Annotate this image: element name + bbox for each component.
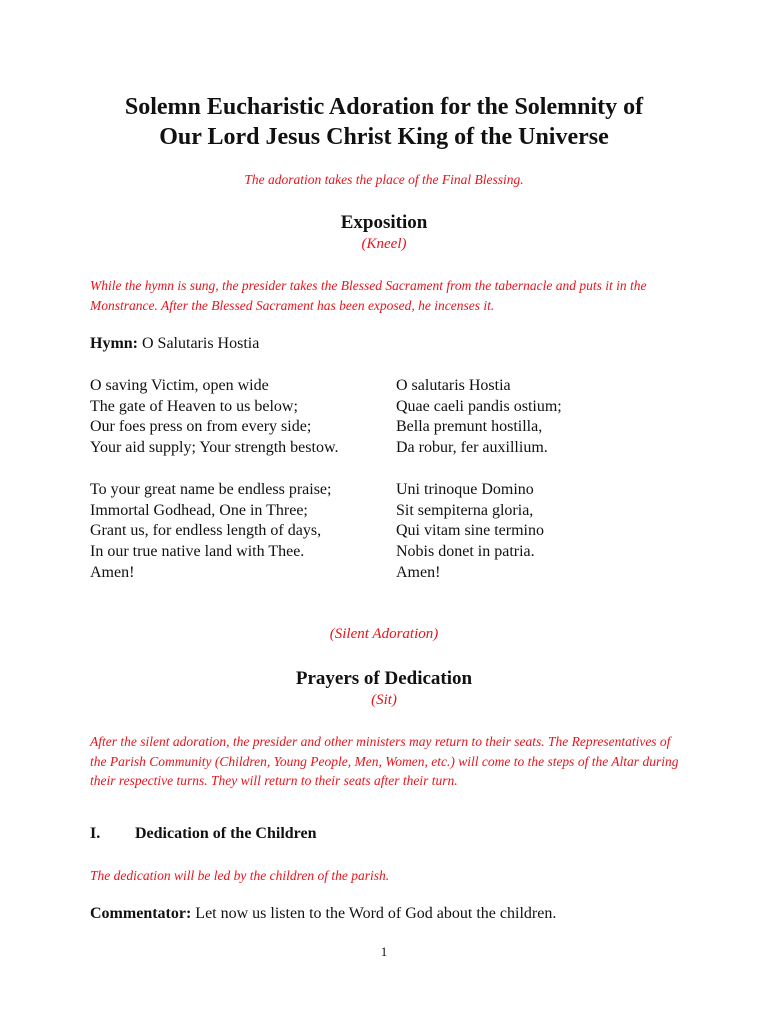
hymn-stanza1-english (90, 376, 338, 459)
commentator-text: Let now us listen to the Word of God about the children. (195, 905, 557, 922)
hymn-stanza1-latin (396, 376, 562, 459)
verse-line: Bella premunt hostilla, (396, 418, 543, 436)
dedication-instruction: After the silent adoration, the presider and other ministers may return to their seats. The Representatives of the Parish Community (Children, Young People, Men, Women, etc.) will come to the steps of the Altar during their respective turns. They will return to their seats after their turn. (90, 734, 679, 788)
verse-line: In our true native land with Thee. (90, 543, 305, 561)
section-numeral: I. (90, 825, 101, 842)
verse-line: Our foes press on from every side; (90, 418, 312, 436)
verse-line: Quae caeli pandis ostium; (396, 397, 562, 415)
hymn-line (90, 335, 259, 353)
commentator-label: Commentator: (90, 905, 192, 922)
exposition-posture: (Kneel) (361, 236, 407, 252)
page-number: 1 (380, 944, 388, 959)
section-heading-children (90, 825, 316, 843)
verse-line: To your great name be endless praise; (90, 481, 332, 498)
verse-line: Your aid supply; Your strength bestow. (90, 439, 339, 457)
title-line-1: Solemn Eucharistic Adoration for the Solemnity of (124, 94, 644, 120)
hymn-stanza2-english (90, 480, 331, 584)
verse-line: Amen! (396, 563, 441, 581)
title-line-2: Our Lord Jesus Christ King of the Universe (159, 124, 609, 150)
verse-line: Uni trinoque Domino (396, 481, 534, 498)
verse-line: Grant us, for endless length of days, (90, 522, 322, 540)
intro-note: The adoration takes the place of the Final Blessing. (244, 172, 524, 187)
commentator-line (90, 905, 556, 923)
verse-line: Nobis donet in patria. (396, 543, 535, 561)
hymn-label: Hymn: (90, 335, 138, 352)
document-title (0, 92, 768, 152)
verse-line: Sit sempiterna gloria, (396, 501, 534, 519)
section-note: The dedication will be led by the children of the parish. (90, 868, 390, 883)
silent-adoration: (Silent Adoration) (329, 626, 439, 642)
hymn-stanza2-latin (396, 480, 544, 584)
verse-line: Amen! (90, 563, 135, 581)
dedication-posture: (Sit) (371, 692, 397, 708)
verse-line: O salutaris Hostia (396, 377, 511, 394)
dedication-heading: Prayers of Dedication (295, 668, 473, 689)
verse-line: Da robur, fer auxillium. (396, 439, 548, 457)
verse-line: O saving Victim, open wide (90, 377, 269, 394)
verse-line: Immortal Godhead, One in Three; (90, 501, 308, 519)
verse-line: Qui vitam sine termino (396, 522, 544, 540)
exposition-instruction: While the hymn is sung, the presider takes the Blessed Sacrament from the tabernacle and puts it in the Monstrance. After the Blessed Sacrament has been exposed, he incenses it. (90, 278, 647, 313)
exposition-heading: Exposition (340, 212, 428, 233)
hymn-name: O Salutaris Hostia (142, 335, 260, 352)
section-title: Dedication of the Children (135, 825, 317, 842)
verse-line: The gate of Heaven to us below; (90, 397, 298, 415)
